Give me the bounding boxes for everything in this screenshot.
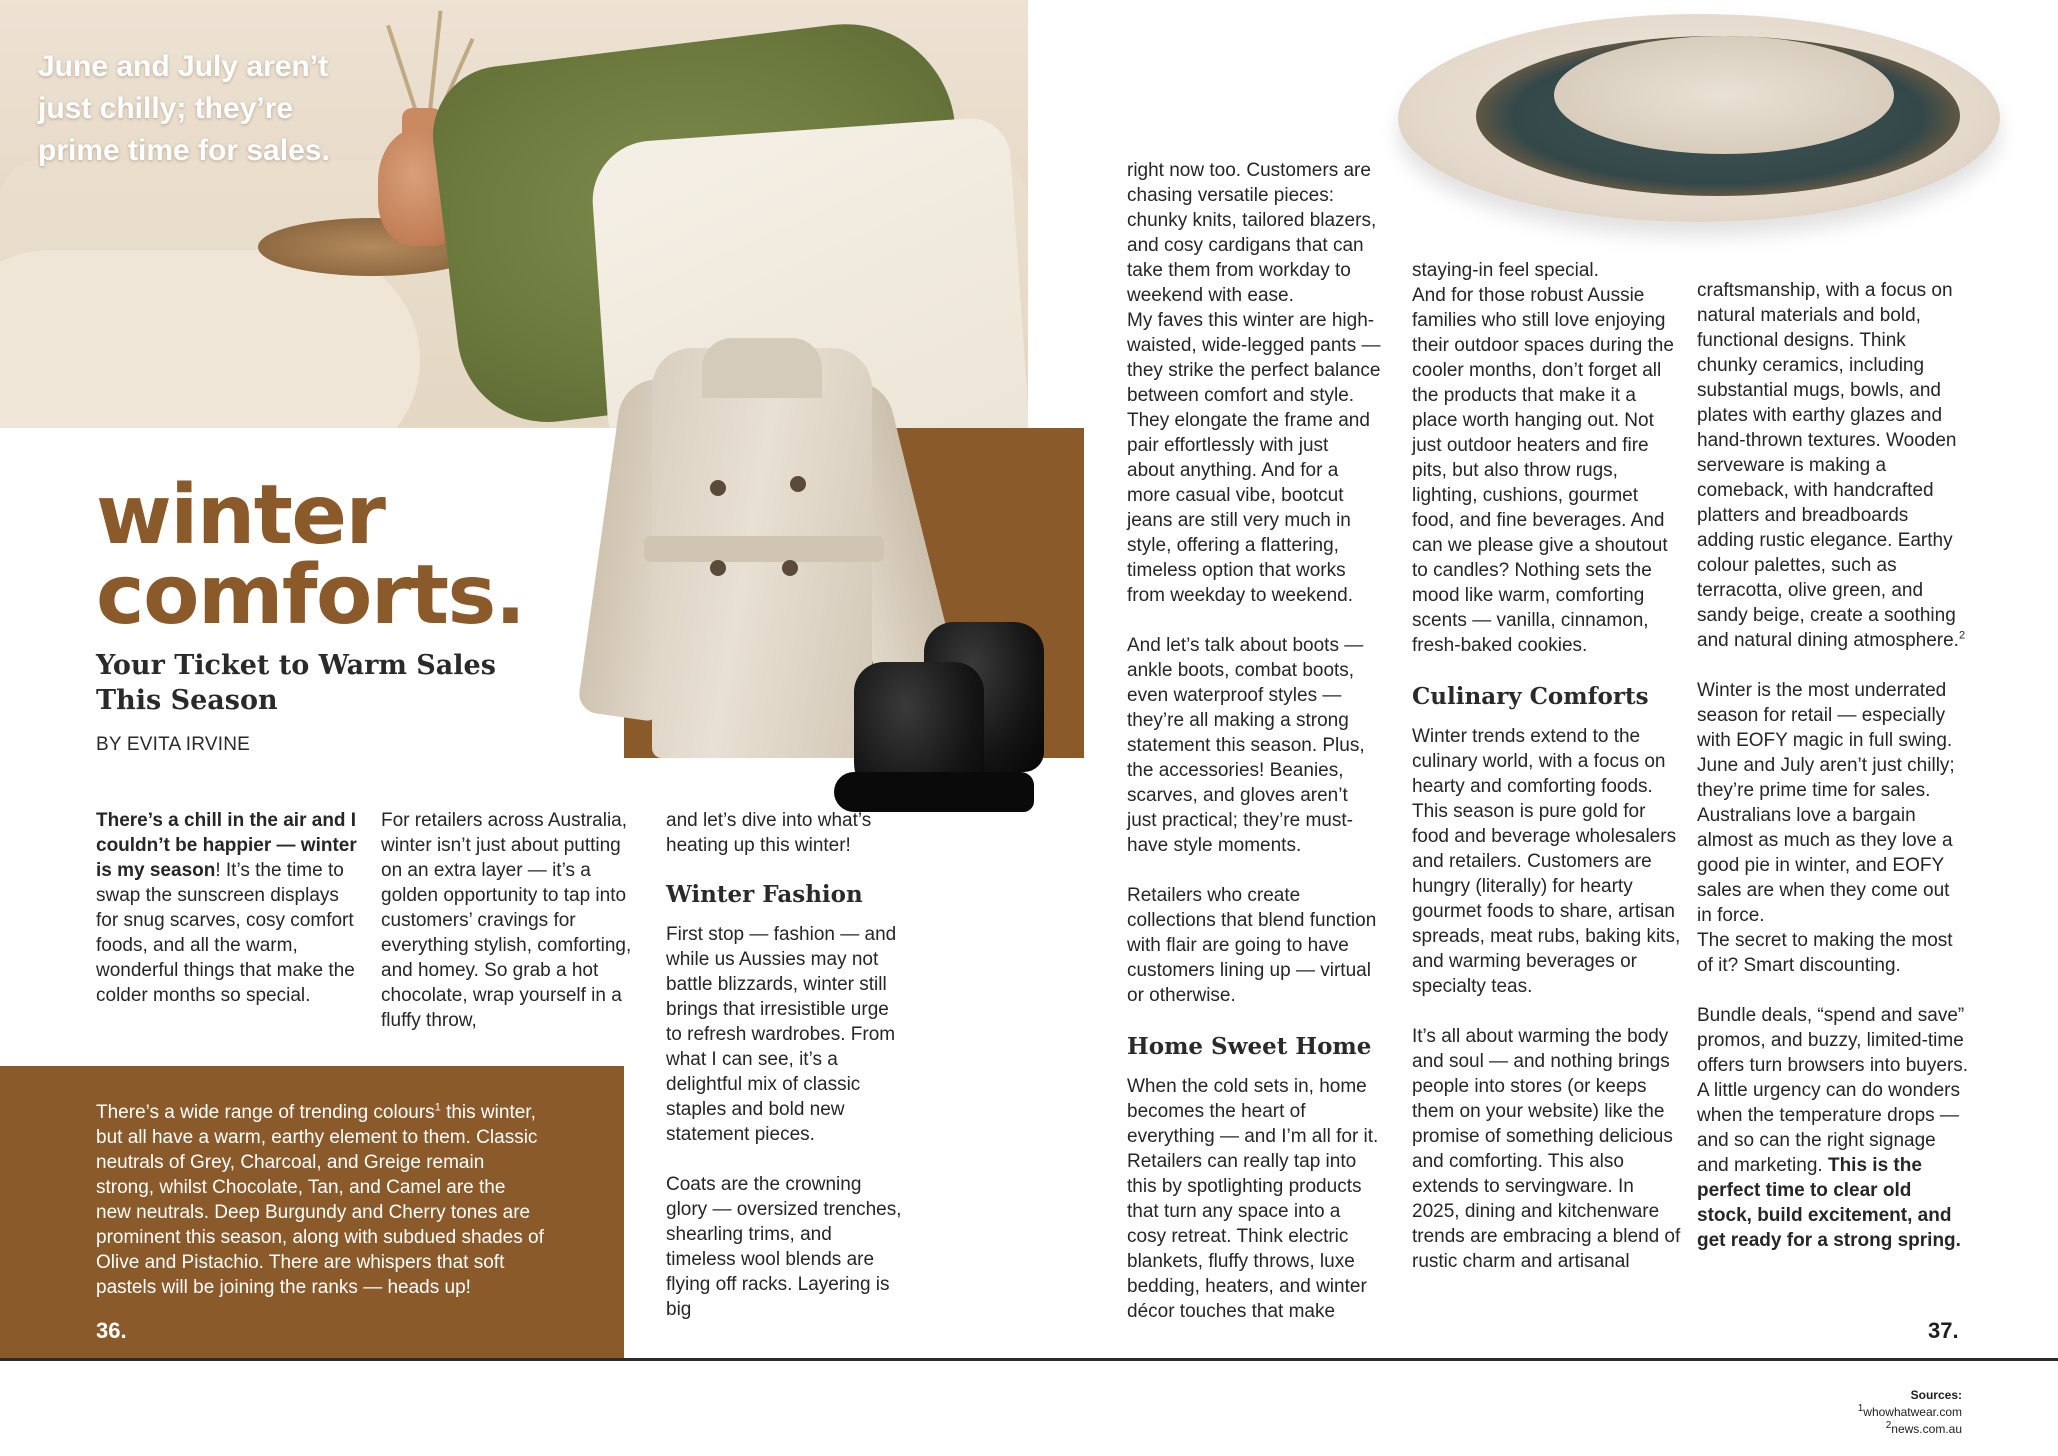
closing-bold-text: This is the perfect time to clear old stock, build excitement, and get ready for a strong spring. xyxy=(1697,1155,1961,1251)
body-paragraph xyxy=(1697,278,1969,653)
coat-button xyxy=(710,560,726,576)
page-number-right: 37. xyxy=(1928,1318,1959,1343)
inner-plate-shape xyxy=(1554,36,1894,154)
text-column-1 xyxy=(96,808,358,1008)
body-paragraph: For retailers across Australia, winter isn’t just about putting on an extra layer — it’s a golden opportunity to tap into customers’ cravings for everything stylish, comforting, and homey. So grab a hot chocolate, wrap yourself in a fluffy throw, xyxy=(381,810,632,1031)
sources-footnote xyxy=(1760,1388,1962,1436)
text-column-5 xyxy=(1412,258,1682,1274)
body-paragraph: Retailers who create collections that blend function with flair are going to have customers lining up — virtual or otherwise. xyxy=(1127,885,1377,1006)
text-column-3 xyxy=(666,808,906,1322)
coat-button xyxy=(790,476,806,492)
body-paragraph: And for those robust Aussie families who still love enjoying their outdoor spaces during the cooler months, don’t forget all the products that make it a place worth hanging out. Not just outdoor heaters and fire pits, but also throw rugs, lighting, cushions, gourmet food, and fine beverages. And can we please give a shoutout to candles? Nothing sets the mood like warm, comforting scents — vanilla, cinnamon, fresh-baked cookies. xyxy=(1412,285,1674,656)
body-paragraph: and let’s dive into what’s heating up this winter! xyxy=(666,810,872,856)
byline: BY EVITA IRVINE xyxy=(96,734,251,755)
article-subtitle: Your Ticket to Warm Sales This Season xyxy=(96,650,496,716)
body-paragraph: When the cold sets in, home becomes the heart of everything — and I’m all for it. Retailers can really tap into this by spotlighting products that turn any space into a cosy retreat. Think electric blankets, fluffy throws, luxe bedding, heaters, and winter décor touches that make xyxy=(1127,1076,1379,1322)
source-number: 1 xyxy=(1857,1403,1864,1414)
body-paragraph: staying-in feel special. xyxy=(1412,260,1599,281)
body-text: Bundle deals, “spend and save” promos, and buzzy, limited-time offers turn browsers into buyers. A little urgency can do wonders when the temperature drops — and so can the right signage and marketing. xyxy=(1697,1005,1969,1176)
body-text: craftsmanship, with a focus on natural materials and bold, functional designs. Think chunky ceramics, including substantial mugs, bowls, and plates with earthy glazes and hand-thrown textures. Wooden serveware is making a comeback, with handcrafted platters and breadboards adding rustic elegance. Earthy colour palettes, such as terracotta, olive green, and sandy beige, create a soothing and natural dining atmosphere. xyxy=(1697,280,1959,651)
page-number-left: 36. xyxy=(96,1318,127,1343)
colour-trends-callout xyxy=(96,1100,544,1300)
article-title-line: comforts. xyxy=(96,548,525,643)
coat-button xyxy=(782,560,798,576)
source-text: whowhatwear.com xyxy=(1863,1405,1962,1419)
intro-bold-text: There’s a chill in the air and I couldn’t be happier — winter is my season xyxy=(96,810,357,881)
photo-tagline: June and July aren’t just chilly; they’re prime time for sales. xyxy=(38,50,330,167)
section-heading-winter-fashion: Winter Fashion xyxy=(666,881,863,908)
body-paragraph: Winter trends extend to the culinary world, with a focus on hearty and comforting foods. This season is pure gold for food and beverage wholesalers and retailers. Customers are hungry (literally) for hearty gourmet foods to share, artisan spreads, meat rubs, baking kits, and warming beverages or specialty teas. xyxy=(1412,726,1681,997)
coat-collar xyxy=(702,338,822,398)
source-number: 2 xyxy=(1885,1420,1892,1431)
section-heading-home-sweet-home: Home Sweet Home xyxy=(1127,1033,1372,1060)
coat-belt xyxy=(644,536,884,562)
body-paragraph: And let’s talk about boots — ankle boots, combat boots, even waterproof styles — they’re all making a strong statement this season. Plus, the accessories! Beanies, scarves, and gloves aren’t just practical; they’re must-have style moments. xyxy=(1127,635,1365,856)
boot-sole xyxy=(834,772,1034,812)
article-title xyxy=(96,468,656,643)
body-paragraph: First stop — fashion — and while us Aussies may not battle blizzards, winter still brings that irresistible urge to refresh wardrobes. From what I can see, it’s a delightful mix of classic staples and bold new statement pieces. xyxy=(666,924,897,1145)
callout-text: There’s a wide range of trending colours xyxy=(96,1102,435,1123)
footnote-marker: 2 xyxy=(1958,629,1966,642)
text-column-4 xyxy=(1127,158,1381,1324)
intro-text: ! It’s the time to swap the sunscreen displays for snug scarves, cosy comfort foods, and all the warm, wonderful things that make the colder months so special. xyxy=(96,860,355,1006)
sources-heading: Sources: xyxy=(1910,1388,1962,1402)
section-heading-culinary-comforts: Culinary Comforts xyxy=(1412,683,1649,710)
ceramic-plates-photo xyxy=(1398,14,2000,222)
body-paragraph: right now too. Customers are chasing versatile pieces: chunky knits, tailored blazers, and cosy cardigans that can take them from workday to weekend with ease. xyxy=(1127,160,1377,306)
intro-paragraph xyxy=(96,808,358,1008)
body-paragraph: Coats are the crowning glory — oversized trenches, shearling trims, and timeless wool blends are flying off racks. Layering is big xyxy=(666,1174,902,1320)
sofa-arm-shape xyxy=(0,250,420,428)
source-item xyxy=(1760,1402,1962,1419)
body-paragraph xyxy=(1697,1003,1969,1253)
footnote-marker: 1 xyxy=(434,1101,441,1114)
body-paragraph: Winter is the most underrated season for retail — especially with EOFY magic in full swing. June and July aren’t just chilly; they’re prime time for sales. Australians love a bargain almost as much as they love a good pie in winter, and EOFY sales are when they come out in force. xyxy=(1697,680,1955,926)
body-paragraph: The secret to making the most of it? Smart discounting. xyxy=(1697,930,1953,976)
coat-button xyxy=(710,480,726,496)
body-paragraph: It’s all about warming the body and soul — and nothing brings people into stores (or keeps them on your website) like the promise of something delicious and comforting. This also extends to servingware. In 2025, dining and kitchenware trends are embracing a blend of rustic charm and artisanal xyxy=(1412,1026,1681,1272)
source-item xyxy=(1760,1419,1962,1436)
footer-rule xyxy=(0,1358,2058,1361)
text-column-6 xyxy=(1697,278,1969,1253)
source-text: news.com.au xyxy=(1891,1422,1962,1436)
black-boots-photo xyxy=(834,622,1060,822)
text-column-2 xyxy=(381,808,639,1033)
body-paragraph: My faves this winter are high-waisted, wide-legged pants — they strike the perfect balance between comfort and style. They elongate the frame and pair effortlessly with just about anything. And for a more casual vibe, bootcut jeans are still very much in style, offering a flattering, timeless option that works from weekday to weekend. xyxy=(1127,310,1381,606)
callout-text: this winter, but all have a warm, earthy element to them. Classic neutrals of Grey, Charcoal, and Greige remain strong, whilst Chocolate, Tan, and Camel are the new neutrals. Deep Burgundy and Cherry tones are prominent this season, along with subdued shades of Olive and Pistachio. There are whispers that soft pastels will be joining the ranks — heads up! xyxy=(96,1102,544,1298)
article-title-line: winter xyxy=(96,468,385,563)
